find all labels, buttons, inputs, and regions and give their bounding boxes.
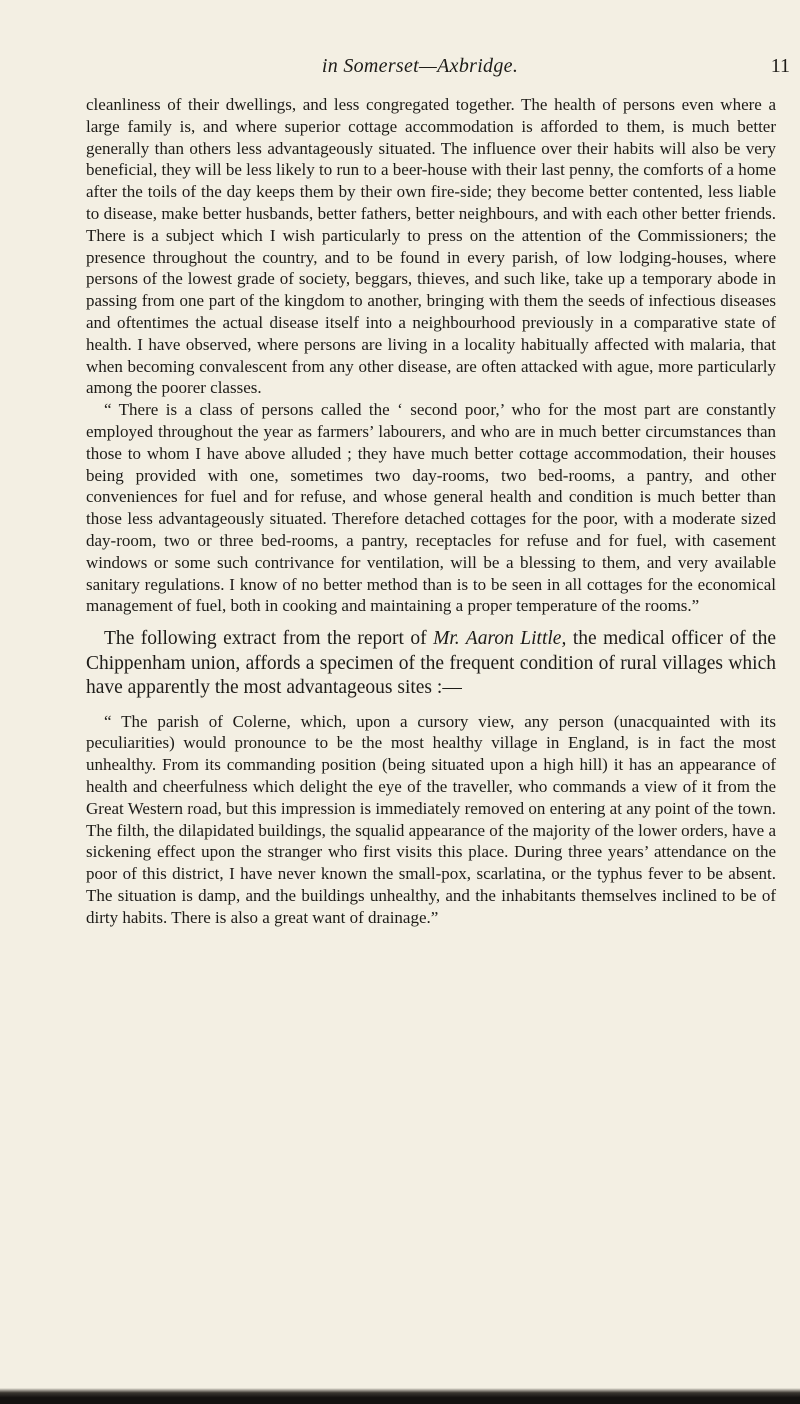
paragraph-continued: cleanliness of their dwellings, and less congregated together. The health of persons even where a large family is, and where superior cottage accommodation is afforded to them, is much better generally than others less advantageously situated. The influence over their habits will also be very beneficial, they will be less likely to run to a beer-house with their last penny, the comforts of a home after the toils of the day keeps them by their own fire-side; they become better contented, less liable to disease, make better husbands, better fathers, better neighbours, and with each other better friends. There is a subject which I wish particularly to press on the attention of the Commissioners; the presence throughout the country, and to be found in every parish, of low lodging-houses, where persons of the lowest grade of society, beggars, thieves, and such like, take up a temporary abode in passing from one part of the kingdom to another, bringing with them the seeds of infectious diseases and oftentimes the actual disease itself into a neighbourhood previously in a comparative state of health. I have observed, where persons are living in a locality habitually affected with malaria, that when becoming convalescent from any other disease, are often attacked with ague, more particularly among the poorer classes. — [86, 95, 776, 398]
paragraph-colerne-quote: “ The parish of Colerne, which, upon a cursory view, any person (unacquainted with its peculiarities) would pronounce to be the most healthy village in England, is in fact the most unhealthy. From its commanding position (being situated upon a high hill) it has an appearance of health and cheerfulness which delight the eye of the traveller, who commands a view of it from the Great Western road, but this impression is immediately removed on entering at any point of the town. The filth, the dilapidated buildings, the squalid appearance of the majority of the lower orders, have a sickening effect upon the stranger who first visits this place. During three years’ attendance on the poor of this district, I have never known the small-pox, scarlatina, or the typhus fever to be absent. The situation is damp, and the buildings unhealthy, and the inhabitants themselves inclined to be of dirty habits. There is also a great want of drainage.” — [86, 711, 776, 927]
paragraph-extract-intro — [86, 627, 776, 701]
intro-text-before: The following extract from the report of — [104, 628, 434, 650]
page-number: 11 — [770, 55, 790, 77]
running-title: in Somerset—Axbridge. — [321, 55, 519, 77]
paragraph-second-poor-quote: “ There is a class of persons called the ‘ second poor,’ who for the most part are constantly employed throughout the year as farmers’ labourers, and who are in much better circumstances than those to whom I have above alluded ; they have much better cottage accommodation, their houses being provided with one, sometimes two day-rooms, two bed-rooms, a pantry, and other conveniences for fuel and for refuse, and whose general health and condition is much better than those less advantageously situated. Therefore detached cottages for the poor, with a moderate sized day-room, two or three bed-rooms, a pantry, receptacles for refuse and for fuel, with casement windows or some such contrivance for ventilation, will be a blessing to them, and very available sanitary regulations. I know of no better method than is to be seen in all cottages for the economical management of fuel, both in cooking and maintaining a proper temperature of the rooms.” — [86, 400, 776, 616]
officer-name: Mr. Aaron Little, — [433, 628, 567, 650]
body-text — [86, 94, 776, 929]
running-head — [90, 55, 790, 85]
page-edge-shadow — [0, 1388, 800, 1404]
intro-text-after: the medical officer of the Chippenham union, affords a specimen of the frequent condition of rural villages which have apparently the most advantageous sites :— — [86, 628, 776, 699]
